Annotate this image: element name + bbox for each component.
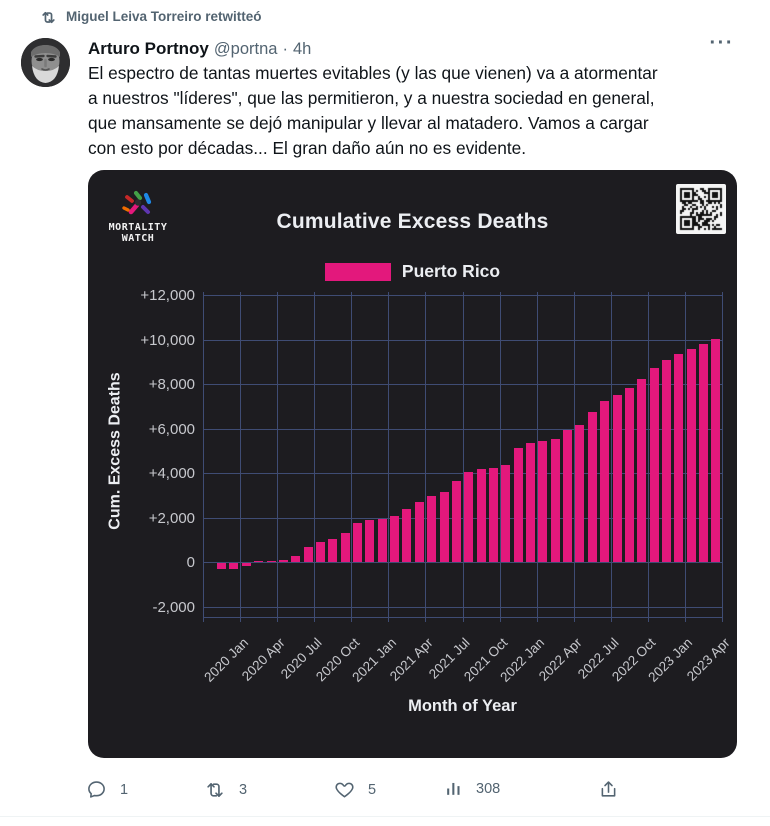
chart-title: Cumulative Excess Deaths	[276, 210, 549, 233]
y-axis-title: Cum. Excess Deaths	[106, 372, 124, 530]
name-row	[88, 38, 311, 60]
chart-bar	[575, 425, 584, 563]
reply-count: 1	[120, 781, 129, 798]
y-axis-tick-label: +4,000	[148, 465, 195, 483]
chart-bar	[402, 509, 411, 562]
chart-bar	[637, 379, 646, 563]
chart-bar	[613, 395, 622, 562]
v-gridline	[500, 292, 501, 617]
retweet-action-icon	[204, 779, 226, 801]
reply-icon	[86, 779, 107, 800]
v-gridline	[203, 292, 204, 617]
share-button[interactable]	[598, 779, 619, 800]
heart-icon	[334, 779, 355, 800]
chart-bar	[477, 469, 486, 562]
chart-bar	[526, 443, 535, 562]
legend-color-swatch	[325, 263, 391, 281]
chart-bar	[699, 344, 708, 562]
chart-bar	[588, 412, 597, 563]
chart-bar	[341, 533, 350, 563]
chart-bar	[501, 465, 510, 563]
x-axis-tick-label: 2022 Oct	[609, 635, 659, 685]
legend-label: Puerto Rico	[401, 261, 501, 281]
chart-bar	[650, 368, 659, 563]
author-name[interactable]: Arturo Portnoy	[88, 39, 209, 58]
x-axis-tick-label: 2023 Apr	[683, 635, 733, 684]
x-axis-labels	[200, 625, 733, 695]
like-count: 5	[368, 781, 377, 798]
x-axis-tick-label: 2020 Jul	[278, 635, 325, 682]
x-axis-tick-label: 2020 Jan	[200, 635, 251, 685]
chart-bar	[316, 542, 325, 563]
y-axis-labels	[88, 287, 195, 617]
x-axis-tick-label: 2021 Oct	[460, 635, 511, 685]
v-gridline	[425, 292, 426, 617]
tweet-image-chart-card[interactable]	[88, 170, 737, 758]
x-axis-tick-label: 2022 Jan	[497, 635, 548, 685]
tweet-divider	[0, 816, 770, 817]
chart-bar	[267, 561, 276, 563]
chart-bar	[662, 360, 671, 562]
x-axis-tick-label: 2020 Oct	[312, 635, 362, 685]
tweet-text-line: El espectro de tantas muertes evitables (y las que vienen) va a atormentar	[88, 63, 658, 83]
chart-bar	[279, 560, 288, 562]
chart-bar	[625, 388, 634, 562]
chart-bar	[440, 492, 449, 563]
tweet-text-line: que mansamente se dejó manipular y llevar al matadero. Vamos a cargar	[88, 113, 649, 133]
view-count: 308	[476, 780, 501, 797]
chart-bar	[464, 472, 473, 563]
tweet-text-line: a nuestros "líderes", que las permitieron, y a nuestra sociedad en general,	[88, 88, 655, 108]
v-gridline	[277, 292, 278, 617]
retweet-banner-label[interactable]: Miguel Leiva Torreiro retwitteó	[66, 9, 262, 24]
chart-bar	[427, 496, 436, 563]
chart-bar	[353, 523, 362, 562]
chart-bar	[687, 349, 696, 562]
chart-bar	[600, 401, 609, 563]
y-axis-tick-label: +6,000	[148, 420, 195, 438]
chart-bar	[489, 468, 498, 563]
x-axis-title: Month of Year	[408, 697, 517, 715]
avatar[interactable]	[21, 38, 70, 87]
v-gridline	[463, 292, 464, 617]
y-axis-tick-label: 0	[186, 554, 195, 572]
x-axis-tick	[722, 617, 723, 622]
x-axis-tick-label: 2020 Apr	[238, 635, 288, 684]
x-axis-tick-label: 2022 Apr	[535, 635, 585, 684]
tweet-text	[88, 61, 658, 161]
retweet-button[interactable]	[204, 779, 247, 801]
chart-bar	[291, 556, 300, 563]
retweet-icon	[40, 9, 57, 26]
chart-bar	[514, 448, 523, 563]
tweet-text-line: con esto por décadas... El gran daño aún no es evidente.	[88, 138, 527, 158]
views-button[interactable]	[444, 779, 500, 798]
y-axis-tick-label: +8,000	[148, 376, 195, 394]
v-gridline	[722, 292, 723, 617]
chart-bar	[328, 539, 337, 562]
analytics-bars-icon	[444, 779, 463, 798]
v-gridline	[240, 292, 241, 617]
x-axis-tick-label: 2022 Jul	[574, 635, 622, 682]
tweet-timestamp[interactable]: 4h	[292, 39, 312, 58]
chart-bar	[254, 561, 263, 562]
x-axis-tick-label: 2021 Apr	[387, 635, 437, 684]
plot-area	[203, 292, 722, 617]
chart-bar	[538, 441, 547, 563]
reply-button[interactable]	[86, 779, 128, 800]
v-gridline	[388, 292, 389, 617]
like-button[interactable]	[334, 779, 376, 800]
logo-text-line2: WATCH	[121, 233, 155, 244]
chart-legend	[88, 261, 737, 282]
chart-bar	[365, 520, 374, 563]
share-icon	[598, 779, 619, 800]
name-time-separator: ·	[282, 39, 288, 58]
chart-bar	[229, 563, 238, 569]
x-axis-tick-label: 2021 Jul	[426, 635, 474, 682]
v-gridline	[314, 292, 315, 617]
y-axis-tick-label: -2,000	[152, 598, 195, 616]
author-handle[interactable]: @portna	[213, 39, 278, 58]
chart-bar	[390, 516, 399, 562]
chart-bar	[217, 563, 226, 569]
x-axis-tick-label: 2023 Jan	[645, 635, 696, 685]
qr-code	[676, 184, 726, 234]
v-gridline	[351, 292, 352, 617]
retweet-count: 3	[239, 782, 248, 798]
chart-bar	[711, 339, 720, 562]
chart-bar	[452, 481, 461, 562]
x-axis-line	[203, 617, 722, 618]
logo-text-line1: MORTALITY	[108, 222, 168, 233]
chart-bar	[378, 519, 387, 562]
chart-bar	[242, 563, 251, 565]
y-axis-tick-label: +2,000	[148, 509, 195, 527]
chart-bar	[674, 354, 683, 562]
x-axis-tick-label: 2021 Jan	[349, 635, 400, 685]
chart-bar	[415, 502, 424, 563]
chart-bar	[304, 547, 313, 563]
y-axis-tick-label: +10,000	[140, 331, 195, 349]
y-axis-tick-label: +12,000	[140, 287, 195, 305]
chart-bar	[551, 439, 560, 563]
chart-bar	[563, 430, 572, 562]
more-options-icon[interactable]: ···	[709, 32, 734, 54]
